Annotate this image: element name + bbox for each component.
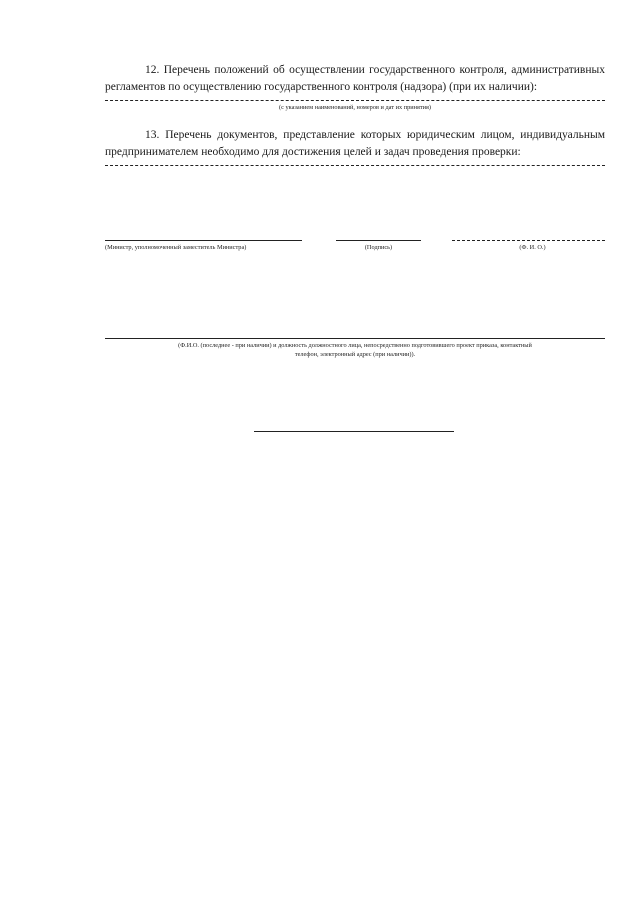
preparer-caption-line-1: (Ф.И.О. (последнее - при наличии) и должность должностного лица, непосредственно подготовившего проект приказа, контактный	[178, 342, 532, 349]
item-12-text: 12. Перечень положений об осуществлении государственного контроля, административных регламентов по осуществлению государственного контроля (надзора) (при их наличии):	[105, 64, 605, 93]
name-caption: (Ф. И. О.)	[519, 244, 546, 251]
end-separator-line	[254, 431, 454, 432]
position-line	[105, 240, 302, 241]
name-line	[452, 240, 605, 241]
signature-line	[336, 240, 421, 241]
item-13-text: 13. Перечень документов, представление которых юридическим лицом, индивидуальным предпринимателем необходимо для достижения целей и задач проведения проверки:	[105, 129, 605, 158]
position-caption: (Министр, уполномоченный заместитель Министра)	[105, 244, 247, 251]
preparer-line	[105, 338, 605, 339]
item-13-fill-line	[105, 165, 605, 166]
signature-caption: (Подпись)	[364, 244, 393, 251]
item-12-caption: (с указанием наименований, номеров и дат их принятия)	[278, 104, 431, 111]
preparer-caption-line-2: телефон, электронный адрес (при наличии)).	[294, 351, 416, 358]
item-12-fill-line	[105, 100, 605, 101]
